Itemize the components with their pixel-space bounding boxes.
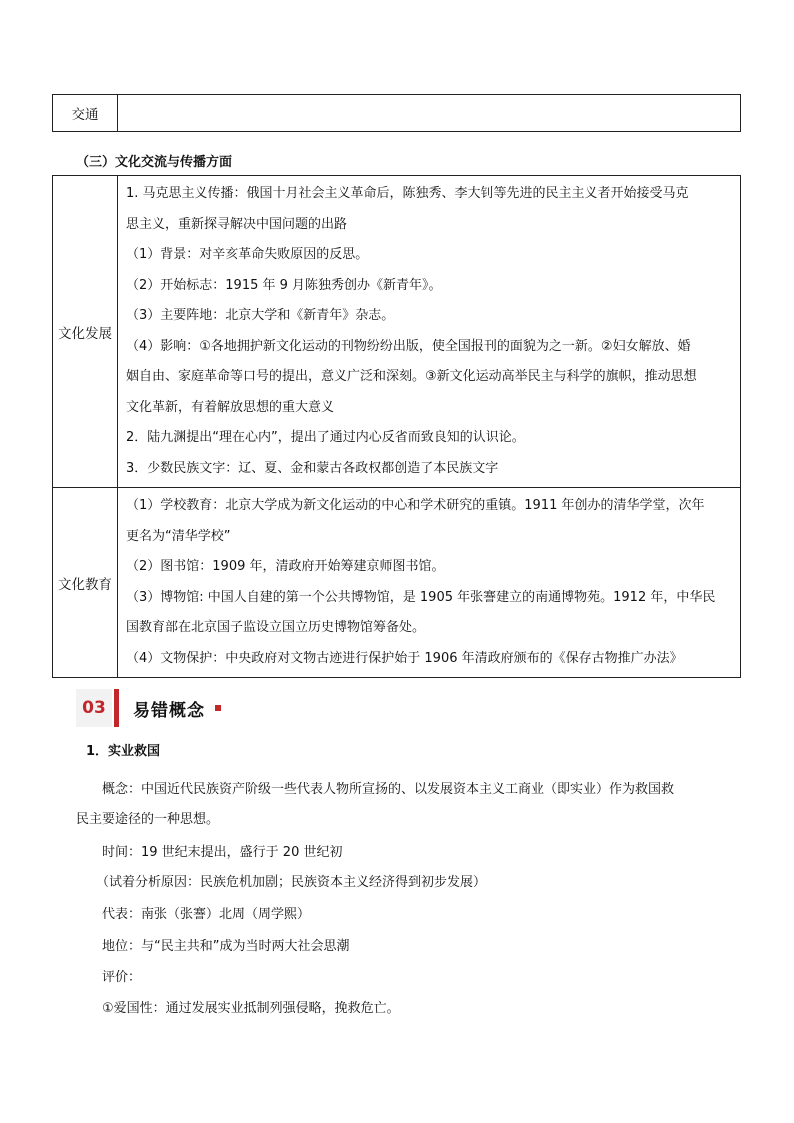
- traffic-label: 交通: [53, 95, 118, 132]
- education-line: （4）文物保护：中央政府对文物古迹进行保护始于 1906 年清政府颁布的《保存古物推广办法》: [126, 650, 683, 666]
- development-line: 姻自由、家庭革命等口号的提出，意义广泛和深刻。③新文化运动高举民主与科学的旗帜，推动思想: [126, 369, 697, 384]
- development-label: 文化发展: [53, 176, 118, 488]
- development-line: （1）背景：对辛亥革命失败原因的反思。: [126, 247, 369, 262]
- traffic-content: [118, 95, 741, 132]
- education-row: [53, 488, 741, 678]
- development-line: 3．少数民族文字：辽、夏、金和蒙古各政权都创造了本民族文字: [126, 460, 499, 476]
- development-row: [53, 176, 741, 488]
- development-line: 1. 马克思主义传播：俄国十月社会主义革命后，陈独秀、李大钊等先进的民主主义者开始接受马克: [126, 186, 689, 201]
- development-line: 文化革新，有着解放思想的重大意义: [126, 399, 335, 415]
- culture-section-title: （三）文化交流与传播方面: [76, 155, 233, 170]
- section-number: 03: [76, 689, 112, 727]
- culture-table: [52, 175, 741, 678]
- development-line: （3）主要阵地：北京大学和《新青年》杂志。: [126, 308, 395, 323]
- traffic-table: [52, 94, 741, 132]
- section-title: 易错概念: [133, 700, 205, 721]
- education-line: 更名为“清华学校”: [126, 528, 231, 544]
- education-line: 国教育部在北京国子监设立国立历史博物馆筹备处。: [126, 620, 426, 635]
- development-line: 思主义，重新探寻解决中国问题的出路: [126, 216, 348, 232]
- education-line: （1）学校教育：北京大学成为新文化运动的中心和学术研究的重镇。1911 年创办的清华学堂，次年: [126, 498, 705, 513]
- development-line: （4）影响：①各地拥护新文化运动的刊物纷纷出版，使全国报刊的面貌为之一新。②妇女解放、婚: [126, 338, 691, 354]
- education-line: （2）图书馆：1909 年，清政府开始筹建京师图书馆。: [126, 559, 445, 574]
- education-content: [118, 488, 741, 678]
- concept-paragraph: 代表：南张（张謇）北周（周学熙）: [102, 907, 311, 922]
- badge-accent-bar: [114, 689, 119, 727]
- education-label: 文化教育: [53, 488, 118, 678]
- concept-paragraph: 民主要途径的一种思想。: [76, 812, 220, 827]
- concept-paragraph: （试着分析原因：民族危机加剧；民族资本主义经济得到初步发展）: [96, 875, 487, 890]
- section-badge: [76, 689, 221, 727]
- concept-paragraph: ①爱国性：通过发展实业抵制列强侵略，挽救危亡。: [102, 1001, 400, 1016]
- concept-paragraph: 评价：: [102, 970, 142, 985]
- development-content: [118, 176, 741, 488]
- education-line: （3）博物馆: 中国人自建的第一个公共博物馆，是 1905 年张謇建立的南通博物苑。1912 年，中华民: [126, 589, 716, 605]
- development-line: （2）开始标志：1915 年 9 月陈独秀创办《新青年》。: [126, 277, 442, 293]
- concept-paragraph: 地位：与“民主共和”成为当时两大社会思潮: [102, 939, 350, 954]
- concept-paragraph: 概念：中国近代民族资产阶级一些代表人物所宣扬的、以发展资本主义工商业（即实业）作为救国救: [102, 782, 675, 797]
- concept-paragraph: 时间：19 世纪末提出，盛行于 20 世纪初: [102, 845, 343, 860]
- development-line: 2．陆九渊提出“理在心内”，提出了通过内心反省而致良知的认识论。: [126, 430, 525, 445]
- concept-heading: 1．实业救国: [86, 744, 161, 759]
- badge-square-icon: [215, 705, 221, 711]
